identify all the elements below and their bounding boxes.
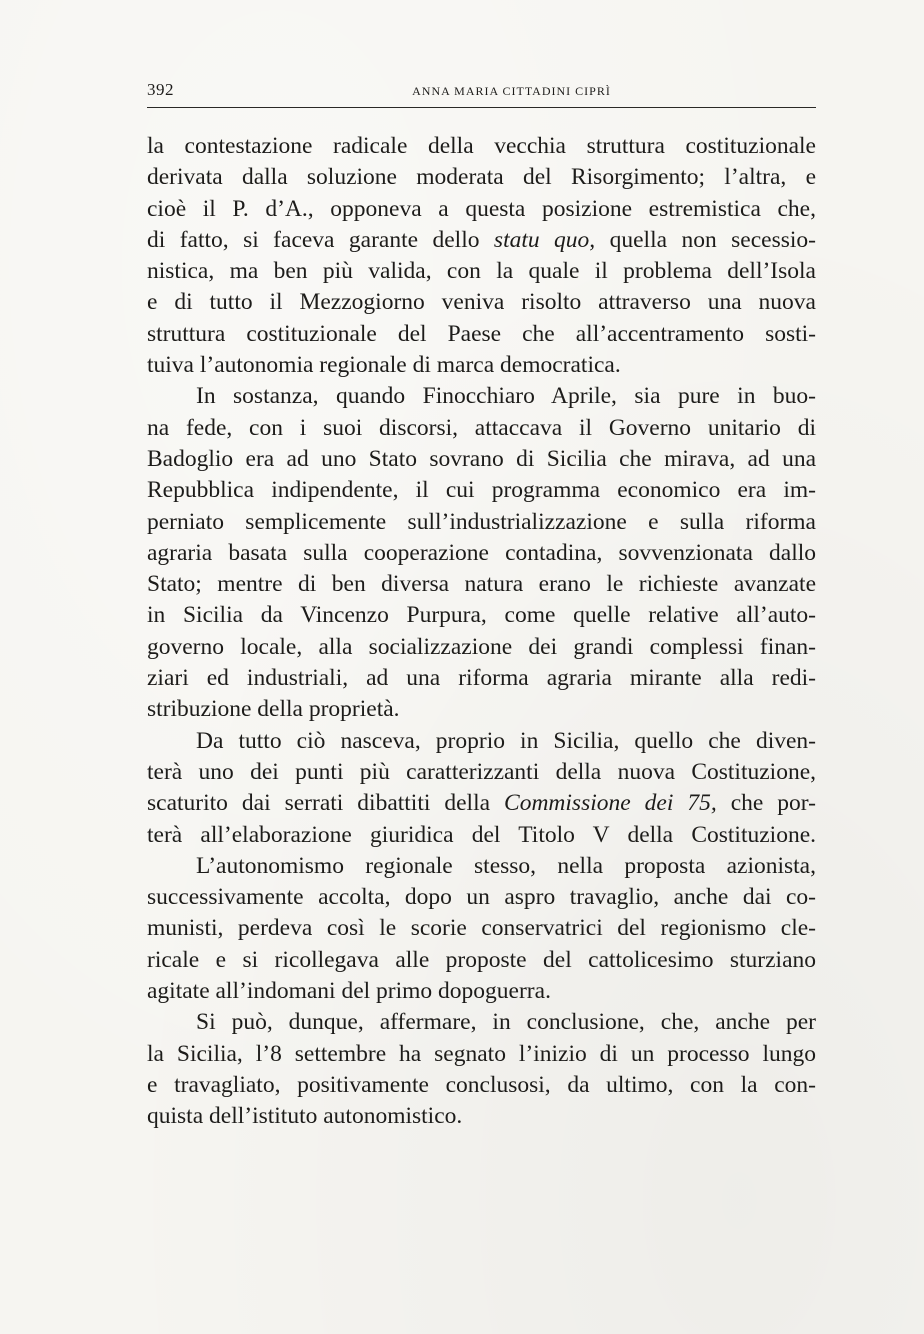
text-segment: nistica, ma ben più valida, con la quale il problema dell’Isola [147, 258, 816, 285]
text-line [147, 976, 816, 1007]
text-line [147, 287, 816, 318]
text-line [147, 194, 816, 225]
text-segment: ziari ed industriali, ad una riforma agraria mirante alla redi- [147, 665, 816, 692]
text-segment: derivata dalla soluzione moderata del Risorgimento; l’altra, e [147, 164, 816, 191]
text-line [147, 632, 816, 663]
text-segment: stribuzione della proprietà. [147, 696, 400, 723]
text-line [147, 1039, 816, 1070]
text-segment: terà all’elaborazione giuridica del Titolo V della Costituzione. [147, 821, 816, 848]
text-line [147, 381, 816, 412]
text-line [147, 757, 816, 788]
text-line [147, 600, 816, 631]
text-segment: tuiva l’autonomia regionale di marca democratica. [147, 352, 621, 379]
text-line [147, 1070, 816, 1101]
running-head [147, 80, 816, 104]
text-segment: che por- [716, 790, 816, 817]
text-line [147, 1007, 816, 1038]
text-segment: Repubblica indipendente, il cui programma economico era im- [147, 477, 816, 504]
text-segment: cioè il P. d’A., opponeva a questa posizione estremistica che, [147, 195, 816, 222]
text-line [147, 225, 816, 256]
text-line [147, 882, 816, 913]
header-rule [147, 107, 816, 108]
text-segment: L’autonomismo regionale stesso, nella proposta azionista, [196, 852, 816, 879]
text-segment: perniato semplicemente sull’industrializzazione e sulla riforma [147, 508, 816, 535]
text-line [147, 569, 816, 600]
text-segment: in Sicilia da Vincenzo Purpura, come quelle relative all’auto- [147, 602, 816, 629]
text-segment: e travagliato, positivamente conclusosi, da ultimo, con la con- [147, 1071, 816, 1098]
text-line [147, 788, 816, 819]
text-line [147, 131, 816, 162]
text-segment: terà uno dei punti più caratterizzanti della nuova Costituzione, [147, 758, 816, 785]
text-segment: agraria basata sulla cooperazione contadina, sovvenzionata dallo [147, 539, 816, 566]
text-line [147, 820, 816, 851]
text-line [147, 1101, 816, 1132]
text-segment: Stato; mentre di ben diversa natura erano le richieste avanzate [147, 571, 816, 598]
text-segment: quista dell’istituto autonomistico. [147, 1103, 463, 1130]
text-line [147, 663, 816, 694]
text-line [147, 507, 816, 538]
italic-phrase: statu quo, [493, 226, 596, 253]
text-segment: agitate all’indomani del primo dopoguerra. [147, 978, 551, 1005]
text-line [147, 538, 816, 569]
text-line [147, 319, 816, 350]
text-segment: Si può, dunque, affermare, in conclusione, che, anche per [196, 1009, 816, 1036]
text-segment: Da tutto ciò nasceva, proprio in Sicilia, quello che diven- [196, 727, 816, 754]
text-segment: na fede, con i suoi discorsi, attaccava il Governo unitario di [147, 414, 816, 441]
text-segment: la contestazione radicale della vecchia struttura costituzionale [147, 133, 816, 159]
text-segment: In sostanza, quando Finocchiaro Aprile, sia pure in buo- [196, 383, 816, 410]
text-segment: governo locale, alla socializzazione dei grandi complessi finan- [147, 633, 816, 660]
text-line [147, 256, 816, 287]
text-line [147, 162, 816, 193]
running-title: ANNA MARIA CITTADINI CIPRÌ [412, 84, 611, 98]
text-line [147, 851, 816, 882]
text-line [147, 726, 816, 757]
text-segment: Badoglio era ad uno Stato sovrano di Sicilia che mirava, ad una [147, 445, 816, 472]
text-segment: struttura costituzionale del Paese che all’accentramento sosti- [147, 320, 816, 347]
text-line [147, 913, 816, 944]
page-number: 392 [147, 80, 174, 99]
text-segment: quella non secessio- [595, 226, 816, 253]
text-line [147, 945, 816, 976]
text-line [147, 694, 816, 725]
body-text [147, 131, 816, 1133]
text-line [147, 350, 816, 381]
text-segment: di fatto, si faceva garante dello [147, 226, 494, 253]
text-line [147, 413, 816, 444]
text-segment: ricale e si ricollegava alle proposte del cattolicesimo sturziano [147, 946, 816, 973]
text-segment: successivamente accolta, dopo un aspro travaglio, anche dai co- [147, 884, 816, 911]
text-segment: scaturito dai serrati dibattiti della [147, 790, 505, 817]
text-segment: la Sicilia, l’8 settembre ha segnato l’inizio di un processo lungo [147, 1040, 816, 1067]
text-line [147, 444, 816, 475]
text-segment: e di tutto il Mezzogiorno veniva risolto attraverso una nuova [147, 289, 816, 316]
italic-phrase: Commissione dei 75, [504, 790, 717, 817]
text-line [147, 475, 816, 506]
text-segment: munisti, perdeva così le scorie conservatrici del regionismo cle- [147, 915, 816, 942]
